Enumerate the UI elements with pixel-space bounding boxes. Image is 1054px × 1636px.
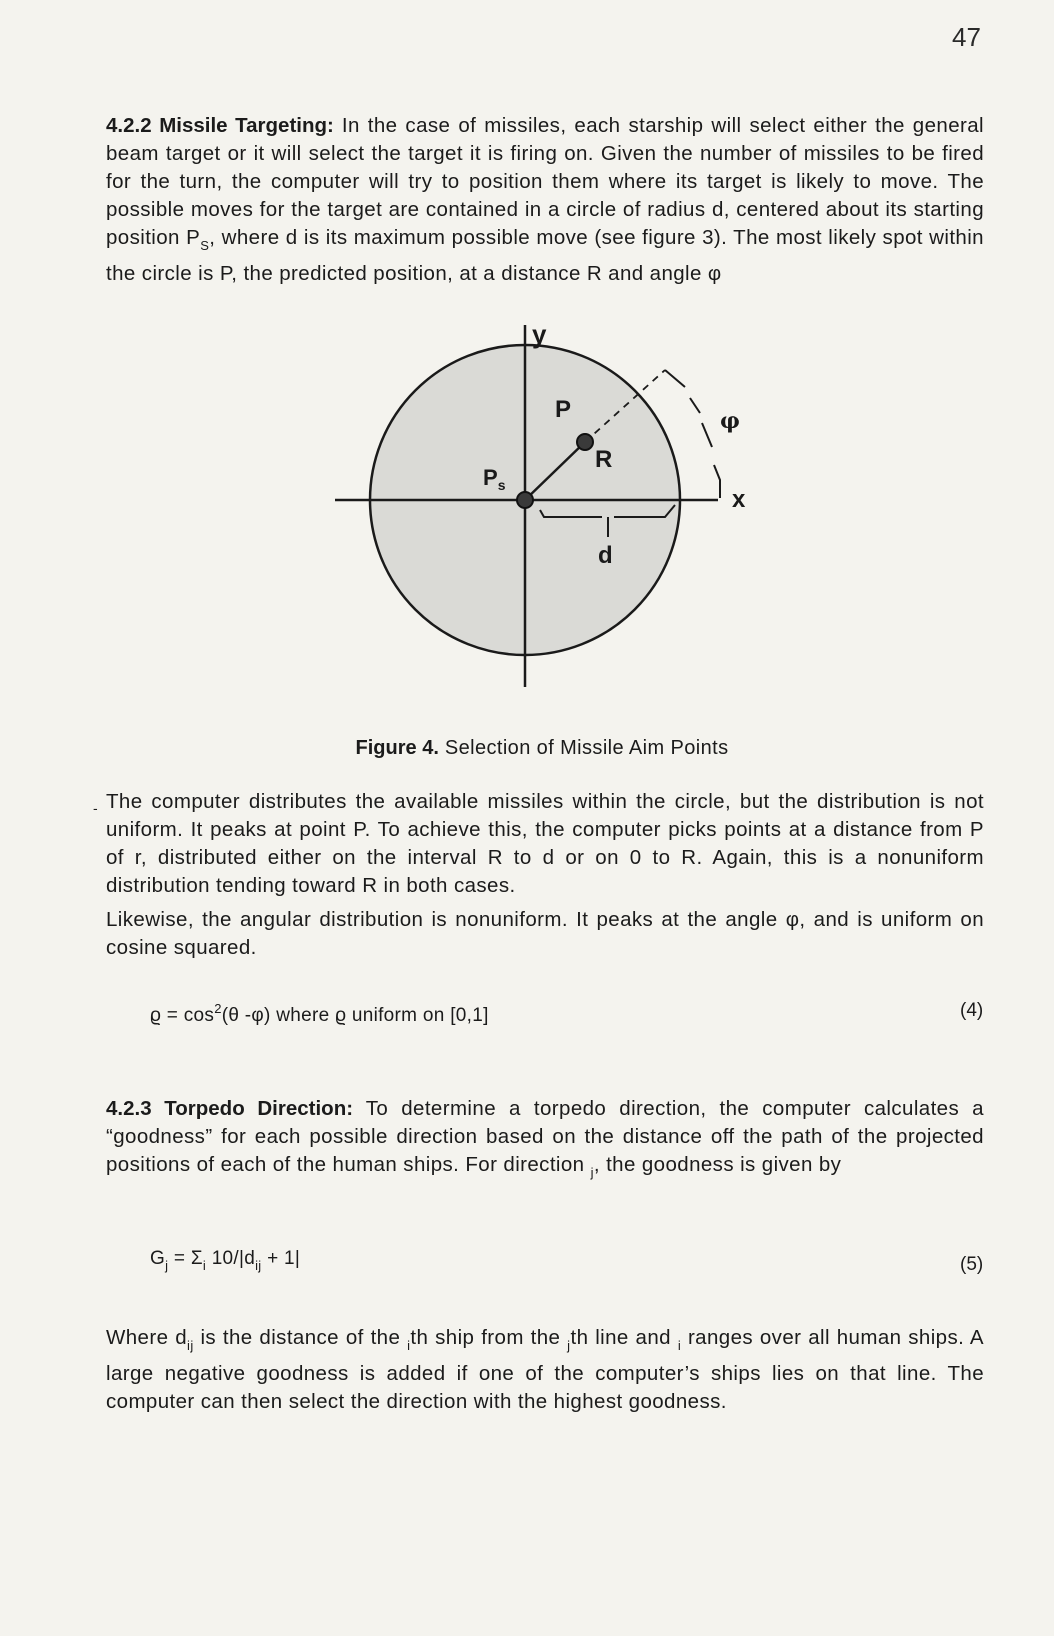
eq-tail: + 1| xyxy=(261,1248,301,1269)
subscript: j xyxy=(567,1338,571,1353)
paragraph-text: , where d is its maximum possible move (see figure 3). The most likely spot within the circle is P, the predicted position, at a distance R and angle φ xyxy=(106,226,984,285)
paragraph-text: , the goodness is given by xyxy=(593,1153,842,1176)
label-phi: φ xyxy=(720,408,740,434)
section-heading: 4.2.3 Torpedo Direction: xyxy=(106,1097,354,1120)
label-p: P xyxy=(555,396,572,423)
section-heading: 4.2.2 Missile Targeting: xyxy=(106,114,334,137)
label-d: d xyxy=(598,542,613,569)
paragraph-text: ranges over all human ships. A large negative goodness is added if one of the computer’s ships lies on that line. The computer can then select the direction with the highest goodness. xyxy=(106,1326,984,1413)
figure-4-diagram xyxy=(330,325,770,700)
section-4-2-3-paragraph xyxy=(106,1095,984,1187)
point-ps xyxy=(517,492,533,508)
subscript: S xyxy=(200,238,210,253)
angular-paragraph: Likewise, the angular distribution is nonuniform. It peaks at the angle φ, and is uniform on cosine squared. xyxy=(106,908,984,959)
sigma-symbol: Σ xyxy=(190,1248,203,1269)
label-x: x xyxy=(732,486,746,513)
paragraph-text: th line and xyxy=(570,1326,678,1349)
figure-caption xyxy=(0,737,1054,760)
distribution-paragraph: The computer distributes the available missiles within the circle, but the distribution is not uniform. It peaks at point P. To achieve this, the computer picks points at a distance from P of r, distributed either on the interval R to d or on 0 to R. Again, this is a nonuniform distribution tending toward R in both cases. xyxy=(106,790,984,897)
label-r: R xyxy=(595,446,613,473)
equation-rhs: (θ -φ) where ϱ uniform on [0,1] xyxy=(221,1005,489,1026)
equation-lhs: ϱ = cos xyxy=(150,1005,215,1026)
equation-4 xyxy=(150,1001,489,1027)
section-4-2-2-paragraph xyxy=(106,112,984,288)
paragraph-text: In the case of missiles, each starship will select either the general beam target or it will select the target it is firing on. Given the number of missiles to be fired for the turn, the computer will try to position them where its target is likely to move. The possible moves for the target are contained in a circle of radius d, centered about its starting position P xyxy=(106,114,984,249)
subscript: j xyxy=(165,1258,169,1273)
point-p xyxy=(577,434,593,450)
equation-5-number: (5) xyxy=(960,1254,984,1275)
subscript: j xyxy=(590,1165,594,1180)
subscript: i xyxy=(677,1338,682,1353)
missile-aim-diagram xyxy=(330,325,770,695)
equation-5 xyxy=(150,1248,300,1273)
caption-label: Figure 4. xyxy=(355,737,439,759)
subscript: ij xyxy=(187,1338,194,1353)
equation-4-number: (4) xyxy=(960,1000,984,1021)
eq-body: 10/|d xyxy=(206,1248,256,1269)
label-ps: $P_s$ xyxy=(483,465,506,493)
subscript: ij xyxy=(255,1258,262,1273)
eq-g: G xyxy=(150,1248,166,1269)
superscript: 2 xyxy=(214,1001,222,1016)
caption-text: Selection of Missile Aim Points xyxy=(438,737,729,759)
paragraph-text: is the distance of the xyxy=(193,1326,408,1349)
eq-sign: = xyxy=(168,1248,191,1269)
paragraph-text: Where d xyxy=(106,1326,188,1349)
page-number: 47 xyxy=(952,22,981,52)
margin-mark: - xyxy=(93,800,98,816)
where-paragraph xyxy=(106,1324,984,1416)
paragraph-text: To determine a torpedo direction, the computer calculates a “goodness” for each possible direction based on the distance off the path of the projected positions of each of the human ships. For direction xyxy=(106,1097,984,1176)
label-y: y xyxy=(532,325,547,349)
subscript: i xyxy=(407,1338,411,1353)
paragraph-text: th ship from the xyxy=(410,1326,568,1349)
subscript: i xyxy=(202,1258,207,1273)
